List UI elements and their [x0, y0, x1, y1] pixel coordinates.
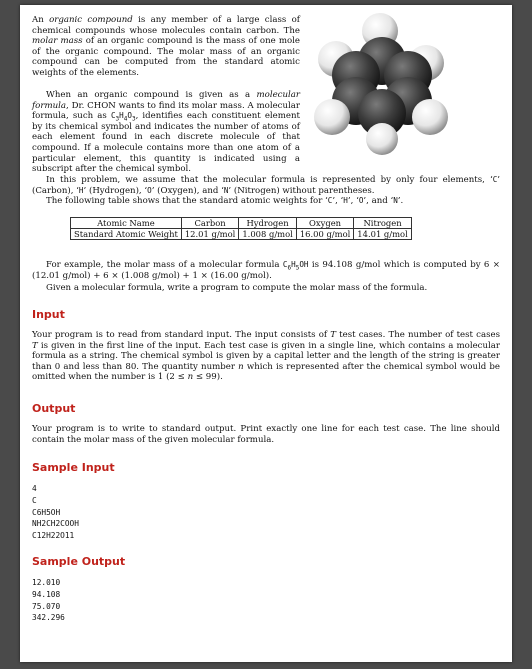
sample-output-line: 342.296	[32, 613, 65, 623]
sample-input-line: 4	[32, 484, 37, 493]
table-row	[71, 229, 412, 240]
molecular-formula-paragraph: When an organic compound is given as a molecular formula, Dr. CHON wants to find its molar mass. A molecular formula, such as $C_3H_4O_3$, identifies each constituent element by its chemical symbol and indicates the number of atoms of each element found in each discrete molecule of that compound. If a molecule contains more than one atom of a particular element, this quantity is indicated using a subscript after the chemical symbol.	[32, 90, 300, 175]
table-header-row	[71, 218, 412, 229]
sample-input-line: C	[32, 495, 37, 505]
output-heading: Output	[32, 402, 76, 415]
document-page	[20, 5, 512, 662]
sample-output-heading: Sample Output	[32, 555, 126, 568]
intro-paragraph: An organic compound is any member of a large class of chemical compounds whose molecules contain carbon. The molar mass of an organic compound is the mass of one mole of the organic compound. The molar mass of an organic compound can be computed from the standard atomic weights of the elements.	[32, 15, 300, 78]
input-description: Your program is to read from standard input. The input consists of T test cases. The number of test cases T is given in the first line of the input. Each test case is given in a single line, which contains a molecular formula as a string. The chemical symbol is given by a capital letter and the length of the string is greater than 0 and less than 80. The quantity number n which is represented after the chemical symbol would be omitted when the number is 1 (2 ≤ n ≤ 99).	[32, 330, 500, 383]
table-cell: Nitrogen	[354, 218, 411, 229]
table-cell: 1.008 g/mol	[239, 229, 296, 240]
sample-input-heading: Sample Input	[32, 461, 115, 474]
table-cell: 12.01 g/mol	[181, 229, 238, 240]
table-cell: 16.00 g/mol	[296, 229, 353, 240]
table-cell: Carbon	[181, 218, 238, 229]
task-paragraph: Given a molecular formula, write a program to compute the molar mass of the formula.	[46, 283, 428, 293]
sample-output-line: 12.010	[32, 578, 61, 587]
sample-input-block	[32, 483, 79, 542]
sample-output-line: 94.108	[32, 589, 61, 599]
hydrogen-atom	[314, 99, 350, 135]
input-heading: Input	[32, 308, 65, 321]
sample-input-line: C12H22O11	[32, 531, 75, 541]
atomic-weight-table	[70, 217, 412, 240]
table-intro-paragraph: The following table shows that the standard atomic weights for ‘C’, ‘H’, ‘O’, and ‘N’.	[46, 196, 404, 206]
example-paragraph: For example, the molar mass of a molecular formula $C_6H_5OH$ is 94.108 g/mol which is computed by 6 × (12.01 g/mol) + 6 × (1.008 g/mol) + 1 × (16.00 g/mol).	[32, 260, 500, 281]
table-cell: Hydrogen	[239, 218, 296, 229]
table-cell: Oxygen	[296, 218, 353, 229]
output-description: Your program is to write to standard output. Print exactly one line for each test case. The line should contain the molar mass of the given molecular formula.	[32, 424, 500, 445]
assumption-paragraph: In this problem, we assume that the molecular formula is represented by only four elements, ‘C’ (Carbon), ‘H’ (Hydrogen), ‘O’ (Oxygen), and ‘N’ (Nitrogen) without parentheses.	[32, 175, 500, 196]
table-cell: Standard Atomic Weight	[71, 229, 182, 240]
table-cell: 14.01 g/mol	[354, 229, 411, 240]
sample-input-line: C6H5OH	[32, 507, 61, 517]
sample-output-block	[32, 577, 65, 624]
benzene-space-filling-model-icon	[312, 13, 452, 155]
table-cell: Atomic Name	[71, 218, 182, 229]
sample-output-line: 75.070	[32, 601, 61, 611]
hydrogen-atom	[366, 123, 398, 155]
sample-input-line: NH2CH2COOH	[32, 519, 79, 529]
hydrogen-atom	[412, 99, 448, 135]
